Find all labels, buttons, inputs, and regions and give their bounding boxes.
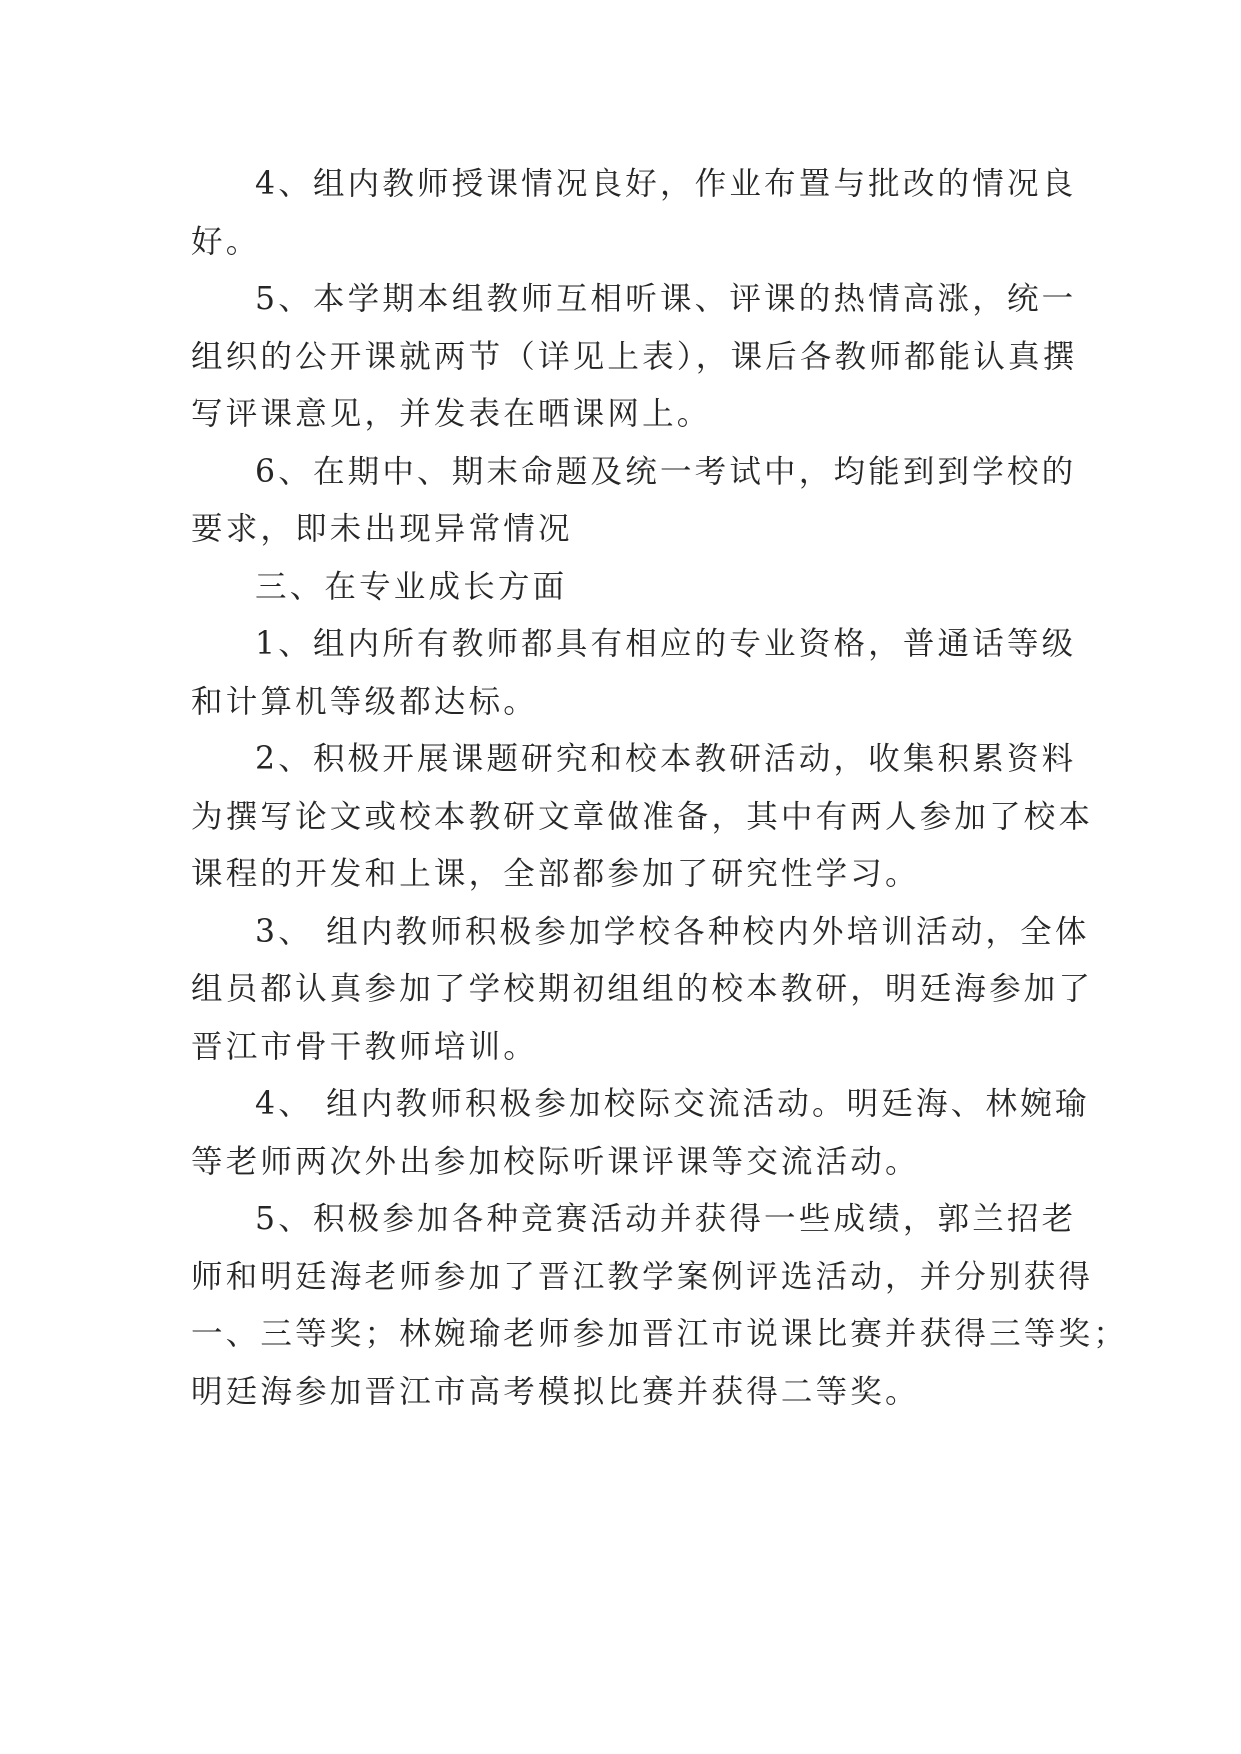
text-line: 和计算机等级都达标。 — [191, 683, 539, 720]
paragraph-item-4-teaching — [191, 156, 1077, 271]
text-line: 等老师两次外出参加校际听课评课等交流活动。 — [191, 1143, 920, 1180]
text-line: 1、组内所有教师都具有相应的专业资格，普通话等级 — [255, 626, 1077, 662]
paragraph-item-5-observation — [191, 271, 1078, 444]
text-line: 5、本学期本组教师互相听课、评课的热情高涨，统一 — [255, 281, 1077, 317]
text-line: 4、组内教师授课情况良好，作业布置与批改的情况良 — [255, 166, 1077, 202]
paragraph-item-2-research — [191, 731, 1094, 904]
text-line: 组织的公开课就两节（详见上表），课后各教师都能认真撰 — [191, 338, 1078, 375]
text-line: 课程的开发和上课，全部都参加了研究性学习。 — [191, 856, 920, 892]
document-body — [191, 156, 1128, 1421]
text-line: 2、积极开展课题研究和校本教研活动，收集积累资料 — [255, 741, 1077, 777]
text-line: 写评课意见，并发表在晒课网上。 — [191, 396, 712, 432]
section-heading-professional-growth — [191, 559, 1053, 617]
text-line: 3、 组内教师积极参加学校各种校内外培训活动，全体 — [255, 913, 1090, 950]
paragraph-item-1-qualifications — [191, 616, 1077, 731]
text-line: 三、在专业成长方面 — [255, 568, 568, 605]
text-line: 好。 — [191, 223, 261, 260]
text-line: 要求，即未出现异常情况 — [191, 511, 573, 547]
text-line: 明廷海参加晋江市高考模拟比赛并获得二等奖。 — [191, 1373, 920, 1410]
text-line: 师和明廷海老师参加了晋江教学案例评选活动，并分别获得 — [191, 1258, 1094, 1295]
paragraph-item-4-exchange — [191, 1076, 1090, 1191]
text-line: 6、在期中、期末命题及统一考试中，均能到到学校的 — [255, 453, 1077, 490]
paragraph-item-3-training — [191, 904, 1094, 1077]
text-line: 5、积极参加各种竞赛活动并获得一些成绩，郭兰招老 — [255, 1201, 1077, 1237]
paragraph-item-6-exams — [191, 444, 1077, 559]
text-line: 一、三等奖；林婉瑜老师参加晋江市说课比赛并获得三等奖； — [191, 1316, 1128, 1352]
text-line: 晋江市骨干教师培训。 — [191, 1028, 539, 1065]
paragraph-item-5-competitions — [191, 1191, 1128, 1421]
text-line: 组员都认真参加了学校期初组组的校本教研，明廷海参加了 — [191, 971, 1094, 1007]
text-line: 为撰写论文或校本教研文章做准备，其中有两人参加了校本 — [191, 798, 1094, 835]
text-line: 4、 组内教师积极参加校际交流活动。明廷海、林婉瑜 — [255, 1086, 1090, 1122]
